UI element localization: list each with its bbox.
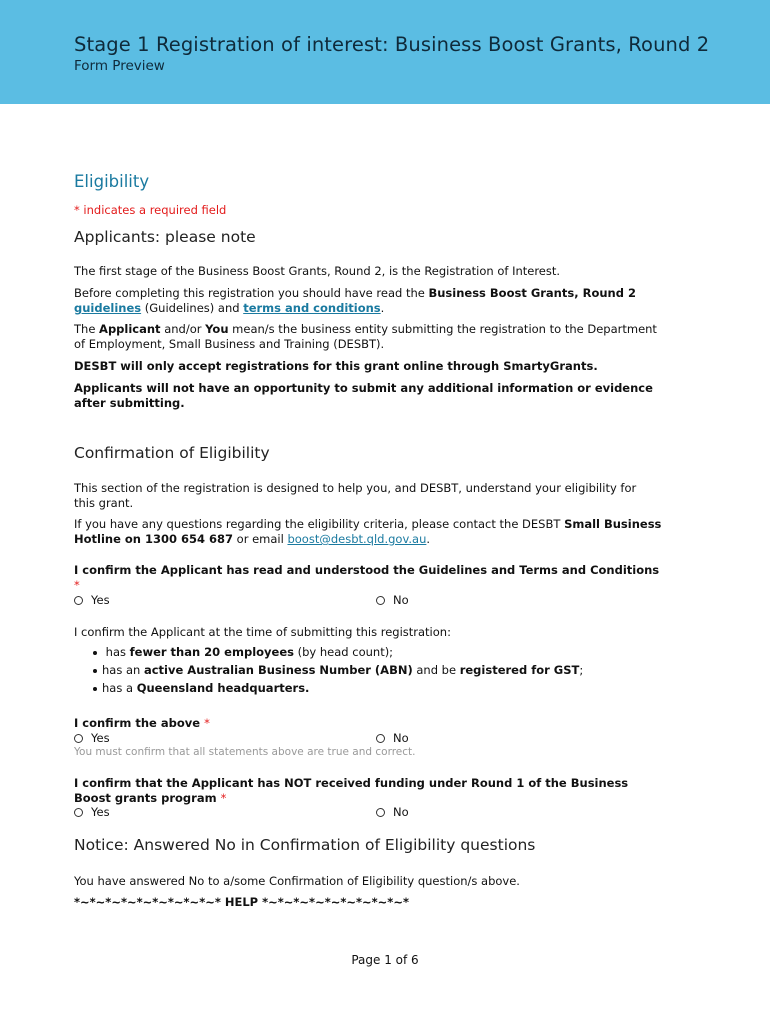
form-title: Stage 1 Registration of interest: Business Boost Grants, Round 2 [74,33,710,56]
applicants-paragraph-4: DESBT will only accept registrations for this grant online through SmartyGrants. [74,359,598,373]
radio-yes[interactable]: Yes [74,805,110,819]
help-banner: *~*~*~*~*~*~*~*~*~* HELP *~*~*~*~*~*~*~*~*~* [74,895,409,909]
radio-circle-icon [376,808,385,817]
confirm-above-hint: You must confirm that all statements above are true and correct. [74,746,416,758]
section-title-eligibility: Eligibility [74,172,150,191]
notice-heading: Notice: Answered No in Confirmation of Eligibility questions [74,836,536,854]
radio-no[interactable]: No [376,731,409,745]
radio-circle-icon [376,734,385,743]
radio-no[interactable]: No [376,805,409,819]
radio-group-read-guidelines [74,593,694,609]
form-header [0,0,770,104]
confirmation-paragraph-2: If you have any questions regarding the eligibility criteria, please contact the DESBT Small Business Hotline on 1300 654 687 or email boost@desbt.qld.gov.au. [74,517,662,546]
list-item: has an active Australian Business Number (ABN) and be registered for GST; [74,661,583,679]
bullet-icon [93,669,97,673]
applicants-heading: Applicants: please note [74,228,256,246]
radio-circle-icon [74,596,83,605]
bullet-icon [93,651,97,655]
applicants-paragraph-5: Applicants will not have an opportunity to submit any additional information or evidence after submitting. [74,381,653,410]
question-round-1-funding: I confirm that the Applicant has NOT received funding under Round 1 of the Business Boost grants program * [74,776,629,805]
question-read-guidelines: I confirm the Applicant has read and understood the Guidelines and Terms and Conditions * [74,563,660,592]
applicants-paragraph-1: The first stage of the Business Boost Grants, Round 2, is the Registration of Interest. [74,264,561,278]
radio-yes[interactable]: Yes [74,731,110,745]
radio-group-confirm-above [74,731,694,747]
confirmation-paragraph-1: This section of the registration is designed to help you, and DESBT, understand your eligibility for this grant. [74,481,637,510]
question-confirm-above: I confirm the above * [74,716,210,730]
radio-group-round-1-funding [74,805,694,821]
required-field-note: * indicates a required field [74,203,227,217]
bullet-icon [93,687,97,691]
form-subtitle: Form Preview [74,58,165,74]
confirmation-heading: Confirmation of Eligibility [74,444,270,462]
criteria-list [74,643,583,697]
list-item: has a Queensland headquarters. [74,679,583,697]
applicants-paragraph-3: The Applicant and/or You mean/s the business entity submitting the registration to the Department of Employment, Small Business and Training (DESBT). [74,322,657,351]
applicants-paragraph-2: Before completing this registration you should have read the Business Boost Grants, Round 2 guidelines (Guidelines) and terms and conditions. [74,286,636,315]
guidelines-link[interactable]: guidelines [74,301,142,315]
list-item: has fewer than 20 employees (by head count); [74,643,583,661]
radio-no[interactable]: No [376,593,409,607]
page-number: Page 1 of 6 [351,953,419,967]
radio-circle-icon [74,734,83,743]
radio-circle-icon [376,596,385,605]
terms-and-conditions-link[interactable]: terms and conditions [243,301,381,315]
criteria-intro: I confirm the Applicant at the time of submitting this registration: [74,625,451,639]
notice-paragraph: You have answered No to a/some Confirmation of Eligibility question/s above. [74,874,520,888]
radio-circle-icon [74,808,83,817]
radio-yes[interactable]: Yes [74,593,110,607]
email-link[interactable]: boost@desbt.qld.gov.au [287,532,427,546]
